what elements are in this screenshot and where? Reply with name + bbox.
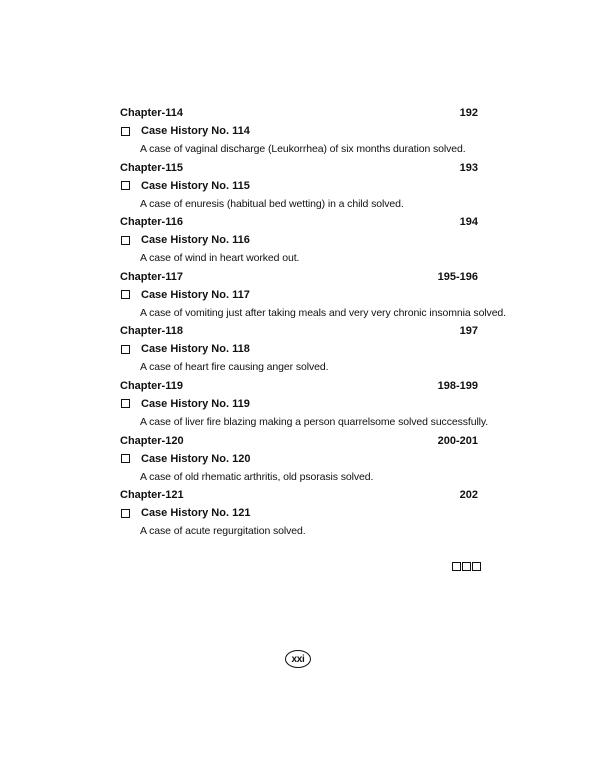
chapter-heading bbox=[120, 377, 478, 395]
chapter-page-number: 194 bbox=[459, 216, 478, 229]
case-description: A case of acute regurgitation solved. bbox=[140, 525, 306, 538]
case-history-heading bbox=[120, 286, 478, 304]
chapter-page-number: 200-201 bbox=[437, 434, 478, 447]
checkbox-bullet-icon bbox=[121, 345, 130, 354]
chapter-heading bbox=[120, 213, 478, 231]
chapter-page-number: 202 bbox=[459, 489, 478, 502]
chapter-heading bbox=[120, 432, 478, 450]
checkbox-bullet-icon bbox=[121, 454, 130, 463]
chapter-title: Chapter-116 bbox=[120, 216, 183, 229]
toc-entry bbox=[120, 268, 506, 323]
toc-entry bbox=[120, 377, 489, 432]
chapter-title: Chapter-114 bbox=[120, 107, 183, 119]
chapter-title: Chapter-120 bbox=[120, 434, 184, 447]
chapter-title: Chapter-117 bbox=[120, 270, 183, 283]
section-end-ornament bbox=[452, 562, 481, 571]
chapter-page-number: 192 bbox=[459, 107, 478, 119]
toc-entry bbox=[120, 322, 478, 377]
checkbox-bullet-icon bbox=[121, 290, 130, 299]
square-ornament-icon bbox=[462, 562, 471, 571]
case-history-title: Case History No. 120 bbox=[141, 452, 251, 465]
case-description: A case of old rhematic arthritis, old psorasis solved. bbox=[140, 470, 374, 483]
chapter-heading bbox=[120, 322, 478, 340]
toc-entry bbox=[120, 213, 478, 268]
checkbox-bullet-icon bbox=[121, 509, 130, 518]
case-history-heading bbox=[120, 231, 478, 249]
chapter-page-number: 198-199 bbox=[437, 379, 478, 392]
case-history-heading bbox=[120, 177, 478, 195]
checkbox-bullet-icon bbox=[121, 181, 130, 190]
checkbox-bullet-icon bbox=[121, 236, 130, 245]
chapter-title: Chapter-121 bbox=[120, 489, 184, 502]
toc-entry bbox=[120, 486, 478, 541]
chapter-heading bbox=[120, 486, 478, 504]
case-description: A case of wind in heart worked out. bbox=[140, 252, 300, 265]
case-history-heading bbox=[120, 504, 478, 522]
chapter-title: Chapter-118 bbox=[120, 325, 183, 338]
chapter-page-number: 195-196 bbox=[437, 270, 478, 283]
case-history-title: Case History No. 118 bbox=[141, 343, 250, 356]
case-history-title: Case History No. 119 bbox=[141, 397, 250, 410]
toc-entry bbox=[120, 159, 478, 214]
case-history-heading bbox=[120, 450, 478, 468]
chapter-page-number: 193 bbox=[459, 161, 478, 174]
chapter-heading bbox=[120, 159, 478, 177]
case-history-title: Case History No. 114 bbox=[141, 125, 250, 137]
case-description: A case of enuresis (habitual bed wetting) in a child solved. bbox=[140, 197, 404, 210]
case-description: A case of vaginal discharge (Leukorrhea) of six months duration solved. bbox=[140, 143, 466, 155]
case-history-title: Case History No. 117 bbox=[141, 288, 250, 301]
checkbox-bullet-icon bbox=[121, 399, 130, 408]
square-ornament-icon bbox=[452, 562, 461, 571]
checkbox-bullet-icon bbox=[121, 127, 130, 136]
chapter-title: Chapter-119 bbox=[120, 379, 183, 392]
case-history-heading bbox=[120, 122, 478, 140]
toc-entry bbox=[120, 104, 478, 159]
page-number: xxi bbox=[285, 650, 311, 668]
case-history-title: Case History No. 121 bbox=[141, 507, 251, 520]
chapter-page-number: 197 bbox=[459, 325, 478, 338]
case-description: A case of liver fire blazing making a person quarrelsome solved successfully. bbox=[140, 415, 489, 428]
table-of-contents bbox=[120, 104, 506, 541]
chapter-heading bbox=[120, 268, 478, 286]
square-ornament-icon bbox=[472, 562, 481, 571]
case-description: A case of heart fire causing anger solved. bbox=[140, 361, 329, 374]
case-history-heading bbox=[120, 340, 478, 358]
toc-entry bbox=[120, 432, 478, 487]
case-history-title: Case History No. 116 bbox=[141, 234, 250, 247]
chapter-heading bbox=[120, 104, 478, 122]
case-description: A case of vomiting just after taking meals and very very chronic insomnia solved. bbox=[140, 306, 506, 319]
case-history-heading bbox=[120, 395, 478, 413]
chapter-title: Chapter-115 bbox=[120, 161, 183, 174]
case-history-title: Case History No. 115 bbox=[141, 179, 250, 192]
